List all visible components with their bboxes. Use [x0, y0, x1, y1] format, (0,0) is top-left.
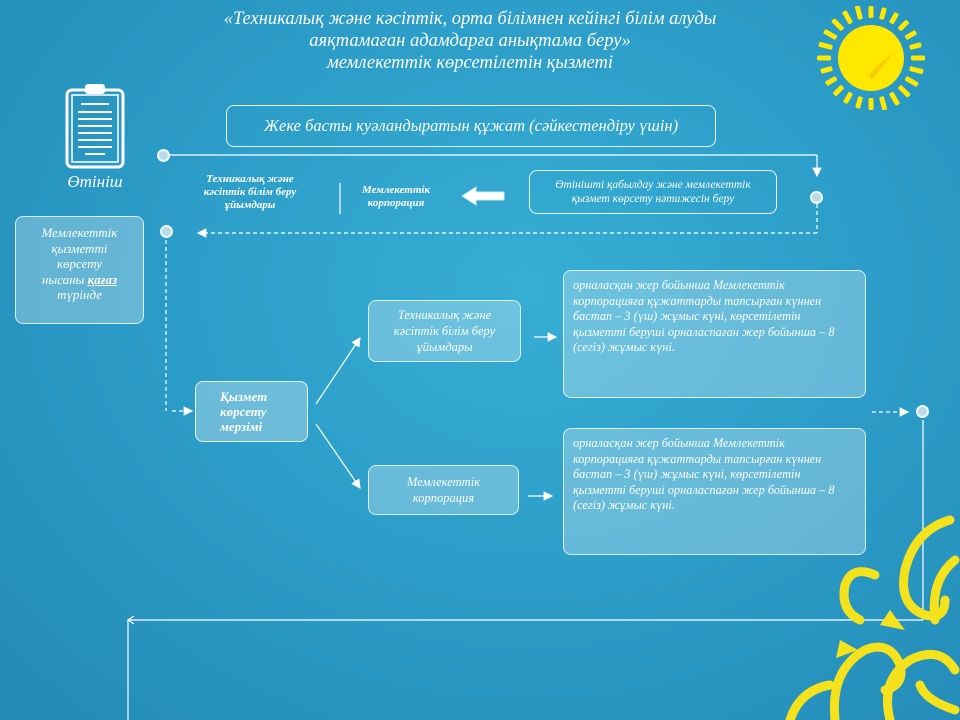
form-line-5: түрінде [57, 287, 102, 302]
node-right [810, 191, 823, 204]
document-box-text: Жеке басты куәландыратын құжат (сәйкестендіру үшін) [263, 116, 679, 135]
accept-box-text: Өтінішті қабылдау және мемлекеттік қызмет көрсету нәтижесін беру [555, 179, 751, 205]
branch-corp-text: Мемлекеттік корпорация [406, 475, 481, 505]
form-line-4-underlined: қағаз [87, 271, 118, 287]
ornament-icon [740, 500, 960, 720]
node-far-right [916, 405, 929, 418]
service-form-box [15, 216, 144, 324]
term-text-box-1 [563, 270, 866, 398]
branch-orgs-box [368, 300, 521, 362]
term-text-1: орналасқан жер бойынша Мемлекеттік корпорацияға құжаттарды тапсырған күннен бастап – 3 (үш) жұмыс күні, көрсетілетін қызметті беруші орналаспаған жер бойынша – 8 (сегіз) жұмыс күні. [573, 278, 835, 354]
document-box [226, 105, 716, 147]
title-line-3: мемлекеттік көрсетілетін қызметі [326, 53, 613, 73]
applicant-label: Өтініш [67, 172, 123, 191]
term-text-2: орналасқан жер бойынша Мемлекеттік корпорацияға құжаттарды тапсырған күннен бастап – 3 (үш) жұмыс күні, көрсетілетін қызметті беруші орналаспаған жер бойынша – 8 (сегіз) жұмыс күні. [573, 436, 835, 512]
arrow-left-icon [460, 185, 506, 207]
node-left-mid [160, 225, 173, 238]
form-line-4-text: нысаны [41, 271, 85, 287]
accept-box [529, 170, 777, 214]
branch-corp-box [368, 465, 519, 515]
state-corp-top-label: Мемлекеттік корпорация [361, 184, 431, 209]
orgs-left-label: Техникалық және кәсіптік білім беру ұйымдары [203, 173, 297, 211]
title-line-2: аяқтамаған адамдарға анықтама беру» [309, 31, 631, 51]
form-line-1: Мемлекеттік [41, 225, 118, 240]
title-line-1: «Техникалық және кәсіптік, орта білімнен кейінгі білім алуды [223, 9, 717, 29]
form-line-2: қызметті [51, 240, 108, 256]
form-line-3: көрсету [56, 256, 103, 271]
branch-orgs-text: Техникалық және кәсіптік білім беру ұйымдары [393, 308, 496, 354]
form-line-4 [16, 272, 143, 288]
node-top-left [157, 149, 170, 162]
service-term-box [195, 381, 308, 442]
service-term-text: Қызмет көрсету мерзімі [220, 389, 268, 434]
